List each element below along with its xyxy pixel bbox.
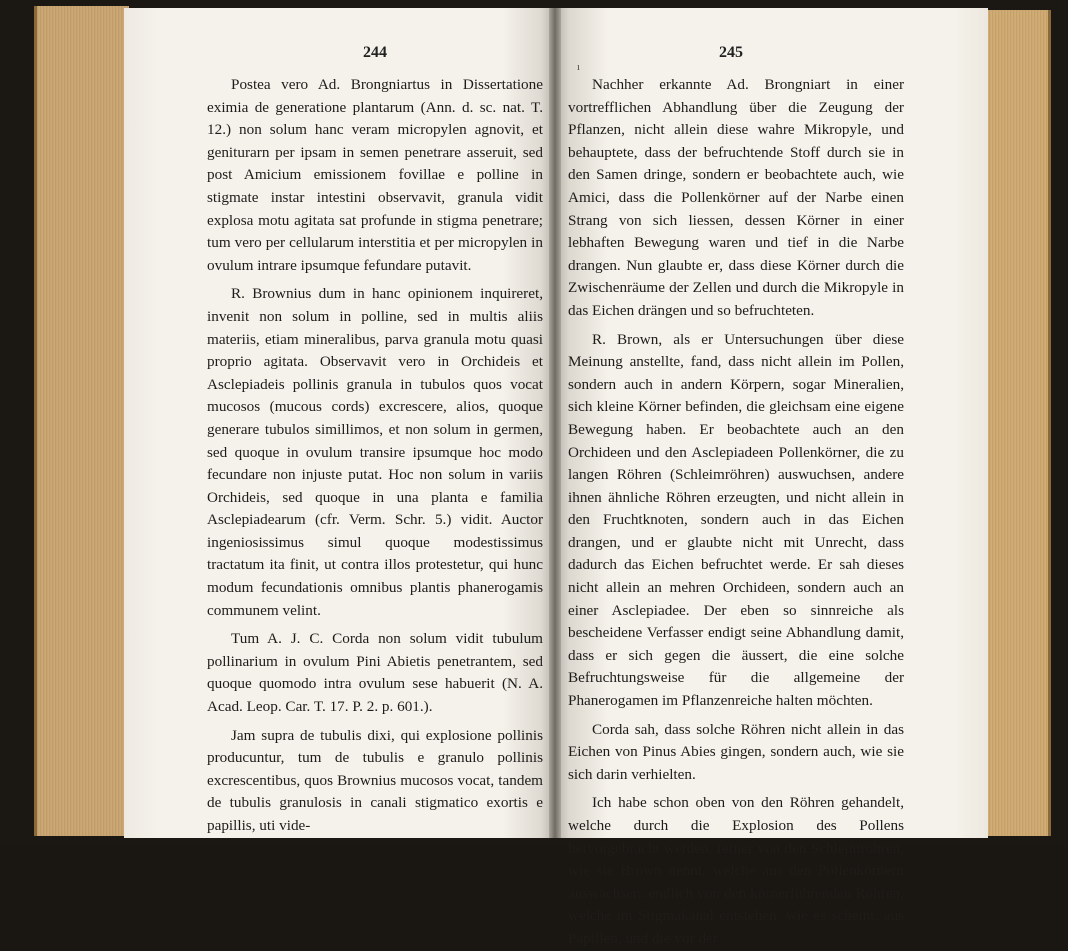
- paragraph: Jam supra de tubulis dixi, qui explosione pollinis producuntur, tum de tubulis e granulo pollinis excrescentibus, quos Brownius mucosos vocat, tandem de tubulis granulosis in canali stigmatico exortis e papillis, uti vide-: [207, 726, 543, 834]
- paragraph: R. Brownius dum in hanc opinionem inquireret, invenit non solum in polline, sed in multis aliis materiis, etiam mineralibus, parva granula motu quasi proprio agitata. Observavit vero in Orchideis et Asclepiadeis pollinis granula in tubulos quos vocat mucosos (mucous cords) excrescere, alios, quoque generare tubulos simillimos, et non solum in germen, sed quoque in ovulum transire ipsumque hoc modo fecundare non injuste putat. Hoc non solum in variis Orchideis, sed quoque in una planta e familia Asclepiadearum (cfr. Verm. Schr. 5.) vidit. Auctor ingeniosissimus simul quoque modestissimus tractatum ita finit, ut contra illos protestetur, qui hunc modum fecundationis omnibus plantis phanerogamis communem velint.: [207, 285, 543, 619]
- left-page-edges: [34, 6, 129, 836]
- book-gutter: [549, 8, 561, 838]
- right-page-edges: [986, 10, 1051, 836]
- paragraph: Ich habe schon oben von den Röhren gehandelt, welche durch die Explosion des Pollens hervorgebracht werden, ferner von den Schleimröhren, wie sie Brown nennt, welche aus den Pollenkörnern auswachsen, endlich von den körnerführenden Röhren, welche im Stigmakanal entstehen, wie es scheint, aus Papillen, und die vor der: [568, 794, 904, 947]
- margin-mark: ı: [577, 62, 580, 73]
- paragraph: Corda sah, dass solche Röhren nicht allein in das Eichen von Pinus Abies gingen, sondern auch, wie sie sich darin verhielten.: [568, 720, 904, 783]
- paragraph: Nachher erkannte Ad. Brongniart in einer vortrefflichen Abhandlung über die Zeugung der Pflanzen, nicht allein diese wahre Mikropyle, und behauptete, dass der befruchtende Stoff durch sie in den Samen dringe, sondern er beobachtete auch, wie Amici, dass die Pollenkörner auf der Narbe einen Strang von sich liessen, dessen Körner in einer lebhaften Bewegung waren und tief in die Narbe drangen. Nun glaubte er, dass diese Körner durch die Zwischenräume der Zellen und durch die Mikropyle in das Eichen drängen und so befruchteten.: [568, 76, 904, 319]
- left-page-number: 244: [363, 44, 387, 61]
- right-page-text: [568, 74, 904, 951]
- paragraph: Tum A. J. C. Corda non solum vidit tubulum pollinarium in ovulum Pini Abietis penetrantem, sed quoque quomodo intra ovulum sese habuerit (N. A. Acad. Leop. Car. T. 17. P. 2. p. 601.).: [207, 630, 543, 716]
- left-page-text: [207, 74, 543, 838]
- right-page-number: 245: [719, 44, 743, 61]
- paragraph: R. Brown, als er Untersuchungen über diese Meinung anstellte, fand, dass nicht allein im Pollen, sondern auch in andern Körpern, sogar Mineralien, sich kleine Körner befinden, die gleichsam eine eigene Bewegung haben. Er beobachtete auch an den Orchideen und den Asclepiadeen Pollenkörner, die zu langen Röhren (Schleimröhren) auswuchsen, andere ihnen ähnliche Röhren erzeugten, und nicht allein in den Fruchtknoten, sondern auch in das Eichen drangen, und er glaubte nicht mit Unrecht, dass dadurch das Eichen befruchtet werde. Er sah dieses nicht allein an mehren Orchideen, sondern auch an einer Asclepiadee. Der eben so sinnreiche als bescheidene Verfasser endigt seine Abhandlung damit, dass er sich gegen die äussert, die eine solche Befruchtungsweise für die allgemeine der Phanerogamen im Pflanzenreiche halten möchten.: [568, 330, 904, 710]
- paragraph: Postea vero Ad. Brongniartus in Dissertatione eximia de generatione plantarum (Ann. d. sc. nat. T. 12.) non solum hanc veram micropylen agnovit, et geniturarn per ipsam in semen penetrare asseruit, sed post Amicium emissionem fovillae e polline in stigmate instar intestini observavit, granula vidit explosa motu agitata sat profunde in stigma penetrare; tum vero per cellularum interstitia et per micropylen in ovulum intrare ipsumque fefundare putavit.: [207, 76, 543, 274]
